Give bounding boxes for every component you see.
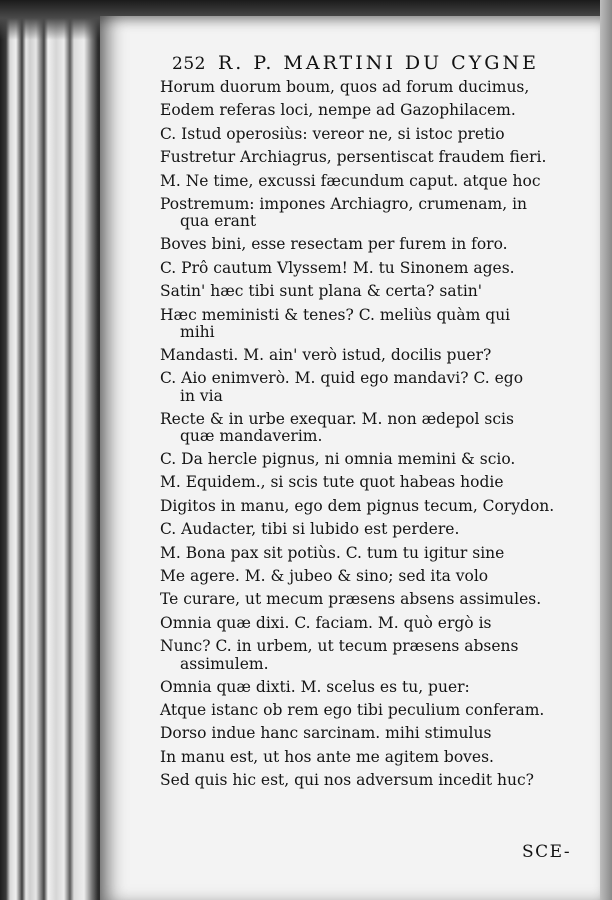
verse-line: Sed quis hic est, qui nos adversum incedit huc? [160, 771, 534, 790]
verse-line-continuation: mihi [180, 322, 215, 341]
page-number: 252 [172, 54, 206, 74]
verse-line: Horum duorum boum, quos ad forum ducimus, [160, 78, 530, 96]
verse-line: M. Ne time, excussi fæcundum caput. atque hoc [160, 171, 541, 190]
verse-line: Dorso indue hanc sarcinam. mihi stimulus [160, 724, 492, 743]
verse-line: Postremum: impones Archiagro, crumenam, in [160, 194, 528, 213]
verse-line: In manu est, ut hos ante me agitem boves. [160, 747, 494, 766]
verse-line: Te curare, ut mecum præsens absens assimules. [160, 590, 542, 609]
verse-line: Me agere. M. & jubeo & sino; sed ita volo [160, 567, 489, 586]
verse-line: M. Bona pax sit potiùs. C. tum tu igitur sine [160, 543, 505, 562]
verse-line-continuation: qua erant [180, 212, 257, 231]
verse-line: C. Istud operosiùs: vereor ne, si istoc pretio [160, 124, 505, 143]
verse-line: Recte & in urbe exequar. M. non ædepol scis [160, 409, 514, 428]
verse-text-block [160, 76, 588, 793]
verse-line: M. Equidem., si scis tute quot habeas hodie [160, 473, 504, 492]
verse-line: Digitos in manu, ego dem pignus tecum, Corydon. [160, 496, 555, 515]
verse-line-continuation: in via [180, 386, 223, 405]
verse-line: Nunc? C. in urbem, ut tecum præsens absens [160, 637, 519, 656]
verse-line: Boves bini, esse resectam per furem in foro. [160, 235, 508, 254]
verse-line: C. Aio enimverò. M. quid ego mandavi? C. ego [160, 369, 524, 388]
verse-line: Eodem referas loci, nempe ad Gazophilacem. [160, 101, 516, 120]
verse-line: Omnia quæ dixti. M. scelus es tu, puer: [160, 677, 470, 696]
verse-line: C. Audacter, tibi si lubido est perdere. [160, 520, 460, 539]
verse-line: C. Prô cautum Vlyssem! M. tu Sinonem ages. [160, 258, 515, 277]
verse-line: Fustretur Archiagrus, persentiscat fraudem fieri. [160, 148, 547, 167]
page-right-edge [600, 0, 612, 900]
verse-line: Mandasti. M. ain' verò istud, docilis puer? [160, 345, 492, 364]
verse-line: Atque istanc ob rem ego tibi peculium conferam. [160, 700, 545, 719]
catchword: SCE- [522, 842, 572, 862]
verse-line: Hæc meministi & tenes? C. meliùs quàm qui [160, 305, 511, 324]
verse-line: C. Da hercle pignus, ni omnia memini & scio. [160, 450, 516, 469]
running-head: R. P. MARTINI DU CYGNE [218, 52, 539, 74]
verse-line-continuation: assimulem. [180, 654, 269, 673]
verse-line: Omnia quæ dixi. C. faciam. M. quò ergò is [160, 613, 492, 632]
verse-line-continuation: quæ mandaverim. [180, 427, 323, 446]
verse-line: Satin' hæc tibi sunt plana & certa? satin' [160, 282, 483, 301]
